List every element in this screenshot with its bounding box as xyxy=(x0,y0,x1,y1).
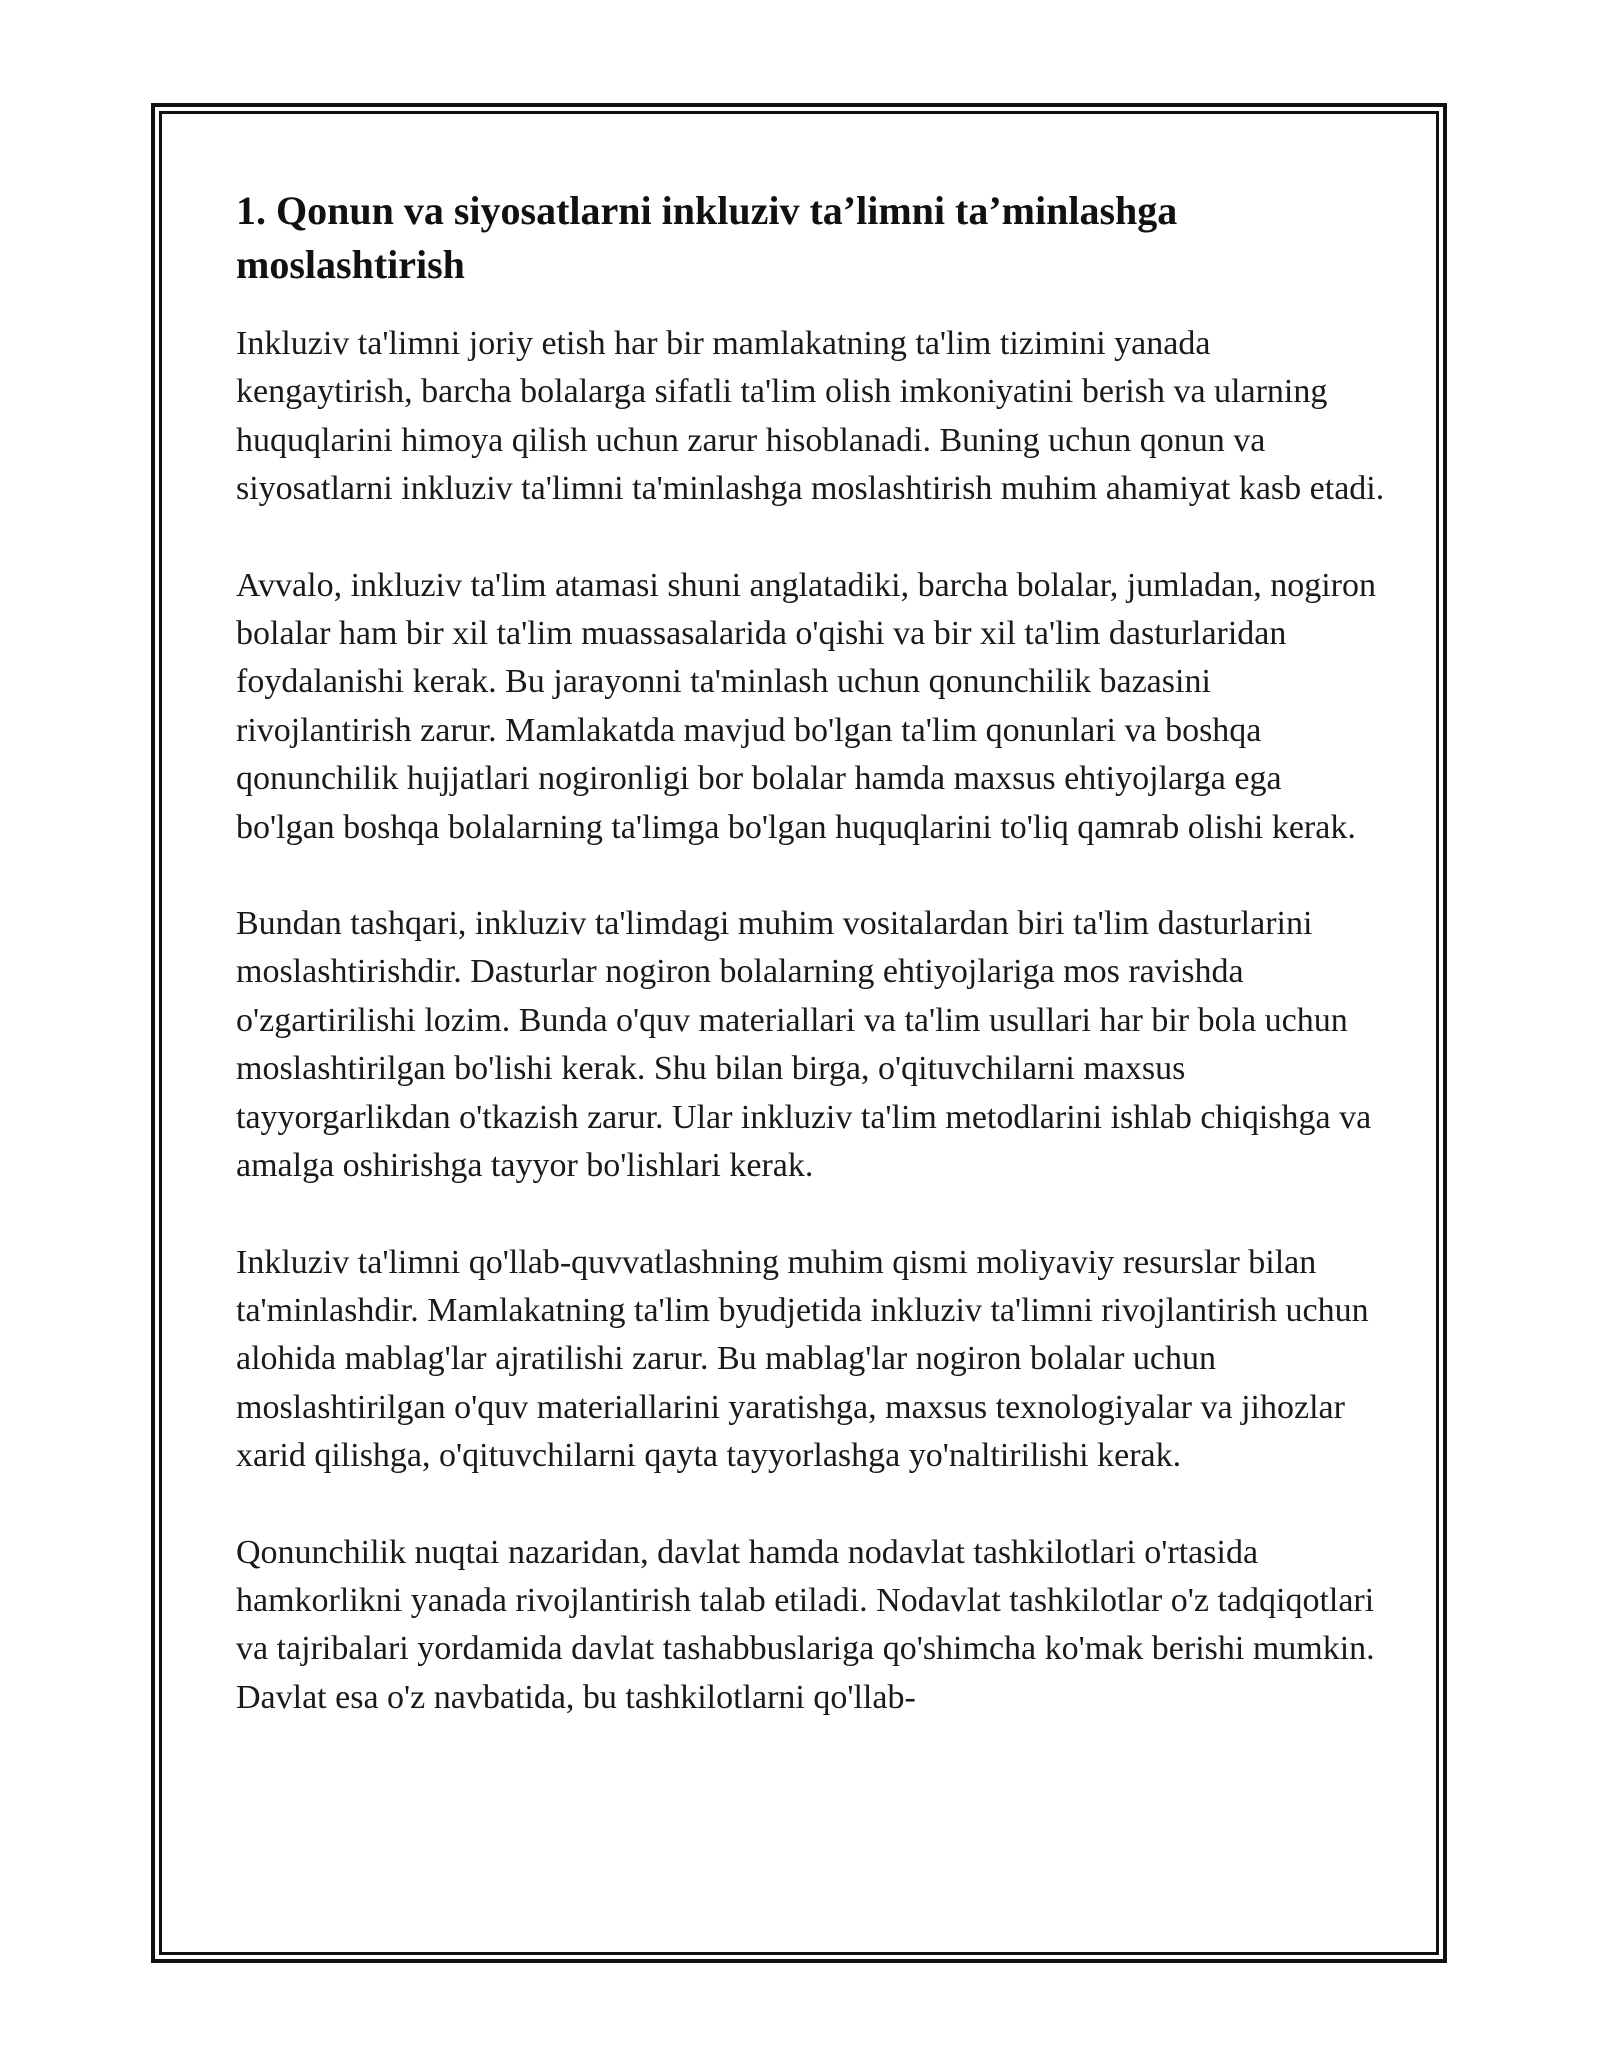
paragraph-5: Qonunchilik nuqtai nazaridan, davlat hamda nodavlat tashkilotlari o'rtasida hamkorlikni yanada rivojlantirish talab etiladi. Nodavlat tashkilotlar o'z tadqiqotlari va tajribalari yordamida davlat tashabbuslariga qo'shimcha ko'mak berishi mumkin. Davlat esa o'z navbatida, bu tashkilotlarni qo'llab- xyxy=(236,1533,1375,1716)
paragraph-3: Bundan tashqari, inkluziv ta'limdagi muhim vositalardan biri ta'lim dasturlarini moslashtirishdir. Dasturlar nogiron bolalarning ehtiyojlariga mos ravishda o'zgartirilishi lozim. Bunda o'quv materiallari va ta'lim usullari har bir bola uchun moslashtirilgan bo'lishi kerak. Shu bilan birga, o'qituvchilarni maxsus tayyorgarlikdan o'tkazish zarur. Ular inkluziv ta'lim metodlarini ishlab chiqishga va amalga oshirishga tayyor bo'lishlari kerak. xyxy=(236,905,1372,1185)
paragraph-1: Inkluziv ta'limni joriy etish har bir mamlakatning ta'lim tizimini yanada kengaytirish, barcha bolalarga sifatli ta'lim olish imkoniyatini berish va ularning huquqlarini himoya qilish uchun zarur hisoblanadi. Buning uchun qonun va siyosatlarni inkluziv ta'limni ta'minlashga moslashtirish muhim ahamiyat kasb etadi. xyxy=(236,325,1385,508)
paragraph-2: Avvalo, inkluziv ta'lim atamasi shuni anglatadiki, barcha bolalar, jumladan, nogiron bolalar ham bir xil ta'lim muassasalarida o'qishi va bir xil ta'lim dasturlaridan foydalanishi kerak. Bu jarayonni ta'minlash uchun qonunchilik bazasini rivojlantirish zarur. Mamlakatda mavjud bo'lgan ta'lim qonunlari va boshqa qonunchilik hujjatlari nogironligi bor bolalar hamda maxsus ehtiyojlarga ega bo'lgan boshqa bolalarning ta'limga bo'lgan huquqlarini to'liq qamrab olishi kerak. xyxy=(236,566,1376,846)
document-body xyxy=(236,184,1386,1722)
paragraph-4: Inkluziv ta'limni qo'llab-quvvatlashning muhim qismi moliyaviy resurslar bilan ta'minlashdir. Mamlakatning ta'lim byudjetida inkluziv ta'limni rivojlantirish uchun alohida mablag'lar ajratilishi zarur. Bu mablag'lar nogiron bolalar uchun moslashtirilgan o'quv materiallarini yaratishga, maxsus texnologiyalar va jihozlar xarid qilishga, o'qituvchilarni qayta tayyorlashga yo'naltirilishi kerak. xyxy=(236,1243,1369,1475)
section-heading: 1. Qonun va siyosatlarni inkluziv ta’limni ta’minlashga moslashtirish xyxy=(236,188,1178,287)
